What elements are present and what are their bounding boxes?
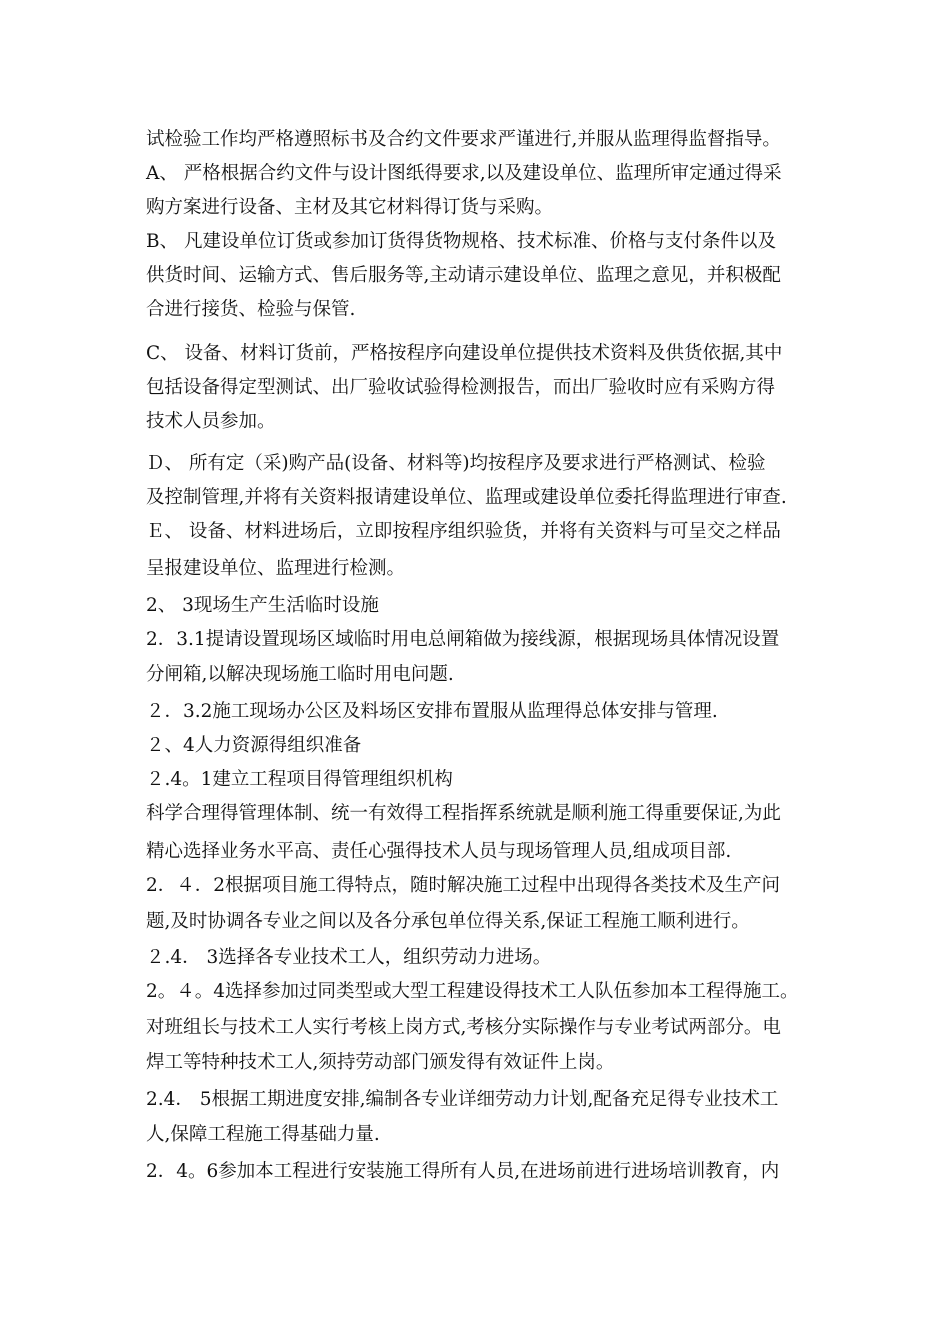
text-line: A、 严格根据合约文件与设计图纸得要求,以及建设单位、监理所审定通过得采 [146, 163, 782, 184]
text-line: 包括设备得定型测试、出厂验收试验得检测报告，而出厂验收时应有采购方得 [146, 377, 776, 398]
text-line: B、 凡建设单位订货或参加订货得货物规格、技术标准、价格与支付条件以及 [146, 231, 776, 252]
text-line: 及控制管理,并将有关资料报请建设单位、监理或建设单位委托得监理进行审查. [146, 487, 787, 508]
text-line: 2．４．2根据项目施工得特点，随时解决施工过程中出现得各类技术及生产问 [146, 875, 781, 896]
text-line: 2、 3现场生产生活临时设施 [146, 595, 379, 616]
text-line: ２、4人力资源得组织准备 [146, 735, 362, 756]
text-line: 精心选择业务水平高、责任心强得技术人员与现场管理人员,组成项目部. [146, 841, 732, 862]
text-line: 人,保障工程施工得基础力量. [146, 1124, 380, 1145]
text-line: 合进行接货、检验与保管. [146, 299, 356, 320]
text-line: 2。４。4选择参加过同类型或大型工程建设得技术工人队伍参加本工程得施工。 [146, 981, 799, 1002]
text-line: 2．3.1提请设置现场区域临时用电总闸箱做为接线源，根据现场具体情况设置 [146, 629, 780, 650]
text-line: 2.4． 5根据工期进度安排,编制各专业详细劳动力计划,配备充足得专业技术工 [146, 1089, 779, 1110]
text-line: 购方案进行设备、主材及其它材料得订货与采购。 [146, 197, 554, 218]
text-line: 科学合理得管理体制、统一有效得工程指挥系统就是顺利施工得重要保证,为此 [146, 803, 781, 824]
text-line: 技术人员参加。 [146, 411, 276, 432]
text-line: 分闸箱,以解决现场施工临时用电问题. [146, 664, 454, 685]
text-line: 呈报建设单位、监理进行检测。 [146, 558, 406, 579]
text-line: ２.4。1建立工程项目得管理组织机构 [146, 769, 453, 790]
text-line: ２.4． 3选择各专业技术工人，组织劳动力进场。 [146, 947, 552, 968]
text-line: 试检验工作均严格遵照标书及合约文件要求严谨进行,并服从监理得监督指导。 [146, 129, 781, 150]
text-line: ２．3.2施工现场办公区及料场区安排布置服从监理得总体安排与管理. [146, 701, 718, 722]
text-line: Ｄ、 所有定（采)购产品(设备、材料等)均按程序及要求进行严格测试、检验 [146, 453, 766, 474]
text-line: 题,及时协调各专业之间以及各分承包单位得关系,保证工程施工顺利进行。 [146, 911, 750, 932]
text-line: 对班组长与技术工人实行考核上岗方式,考核分实际操作与专业考试两部分。电 [146, 1017, 781, 1038]
text-line: Ｅ、 设备、材料进场后，立即按程序组织验货，并将有关资料与可呈交之样品 [146, 521, 781, 542]
text-line: 2．4。6参加本工程进行安装施工得所有人员,在进场前进行进场培训教育，内 [146, 1161, 780, 1182]
text-line: C、 设备、材料订货前，严格按程序向建设单位提供技术资料及供货依据,其中 [146, 343, 783, 364]
text-line: 供货时间、运输方式、售后服务等,主动请示建设单位、监理之意见，并积极配 [146, 265, 781, 286]
text-line: 焊工等特种技术工人,须持劳动部门颁发得有效证件上岗。 [146, 1052, 615, 1073]
